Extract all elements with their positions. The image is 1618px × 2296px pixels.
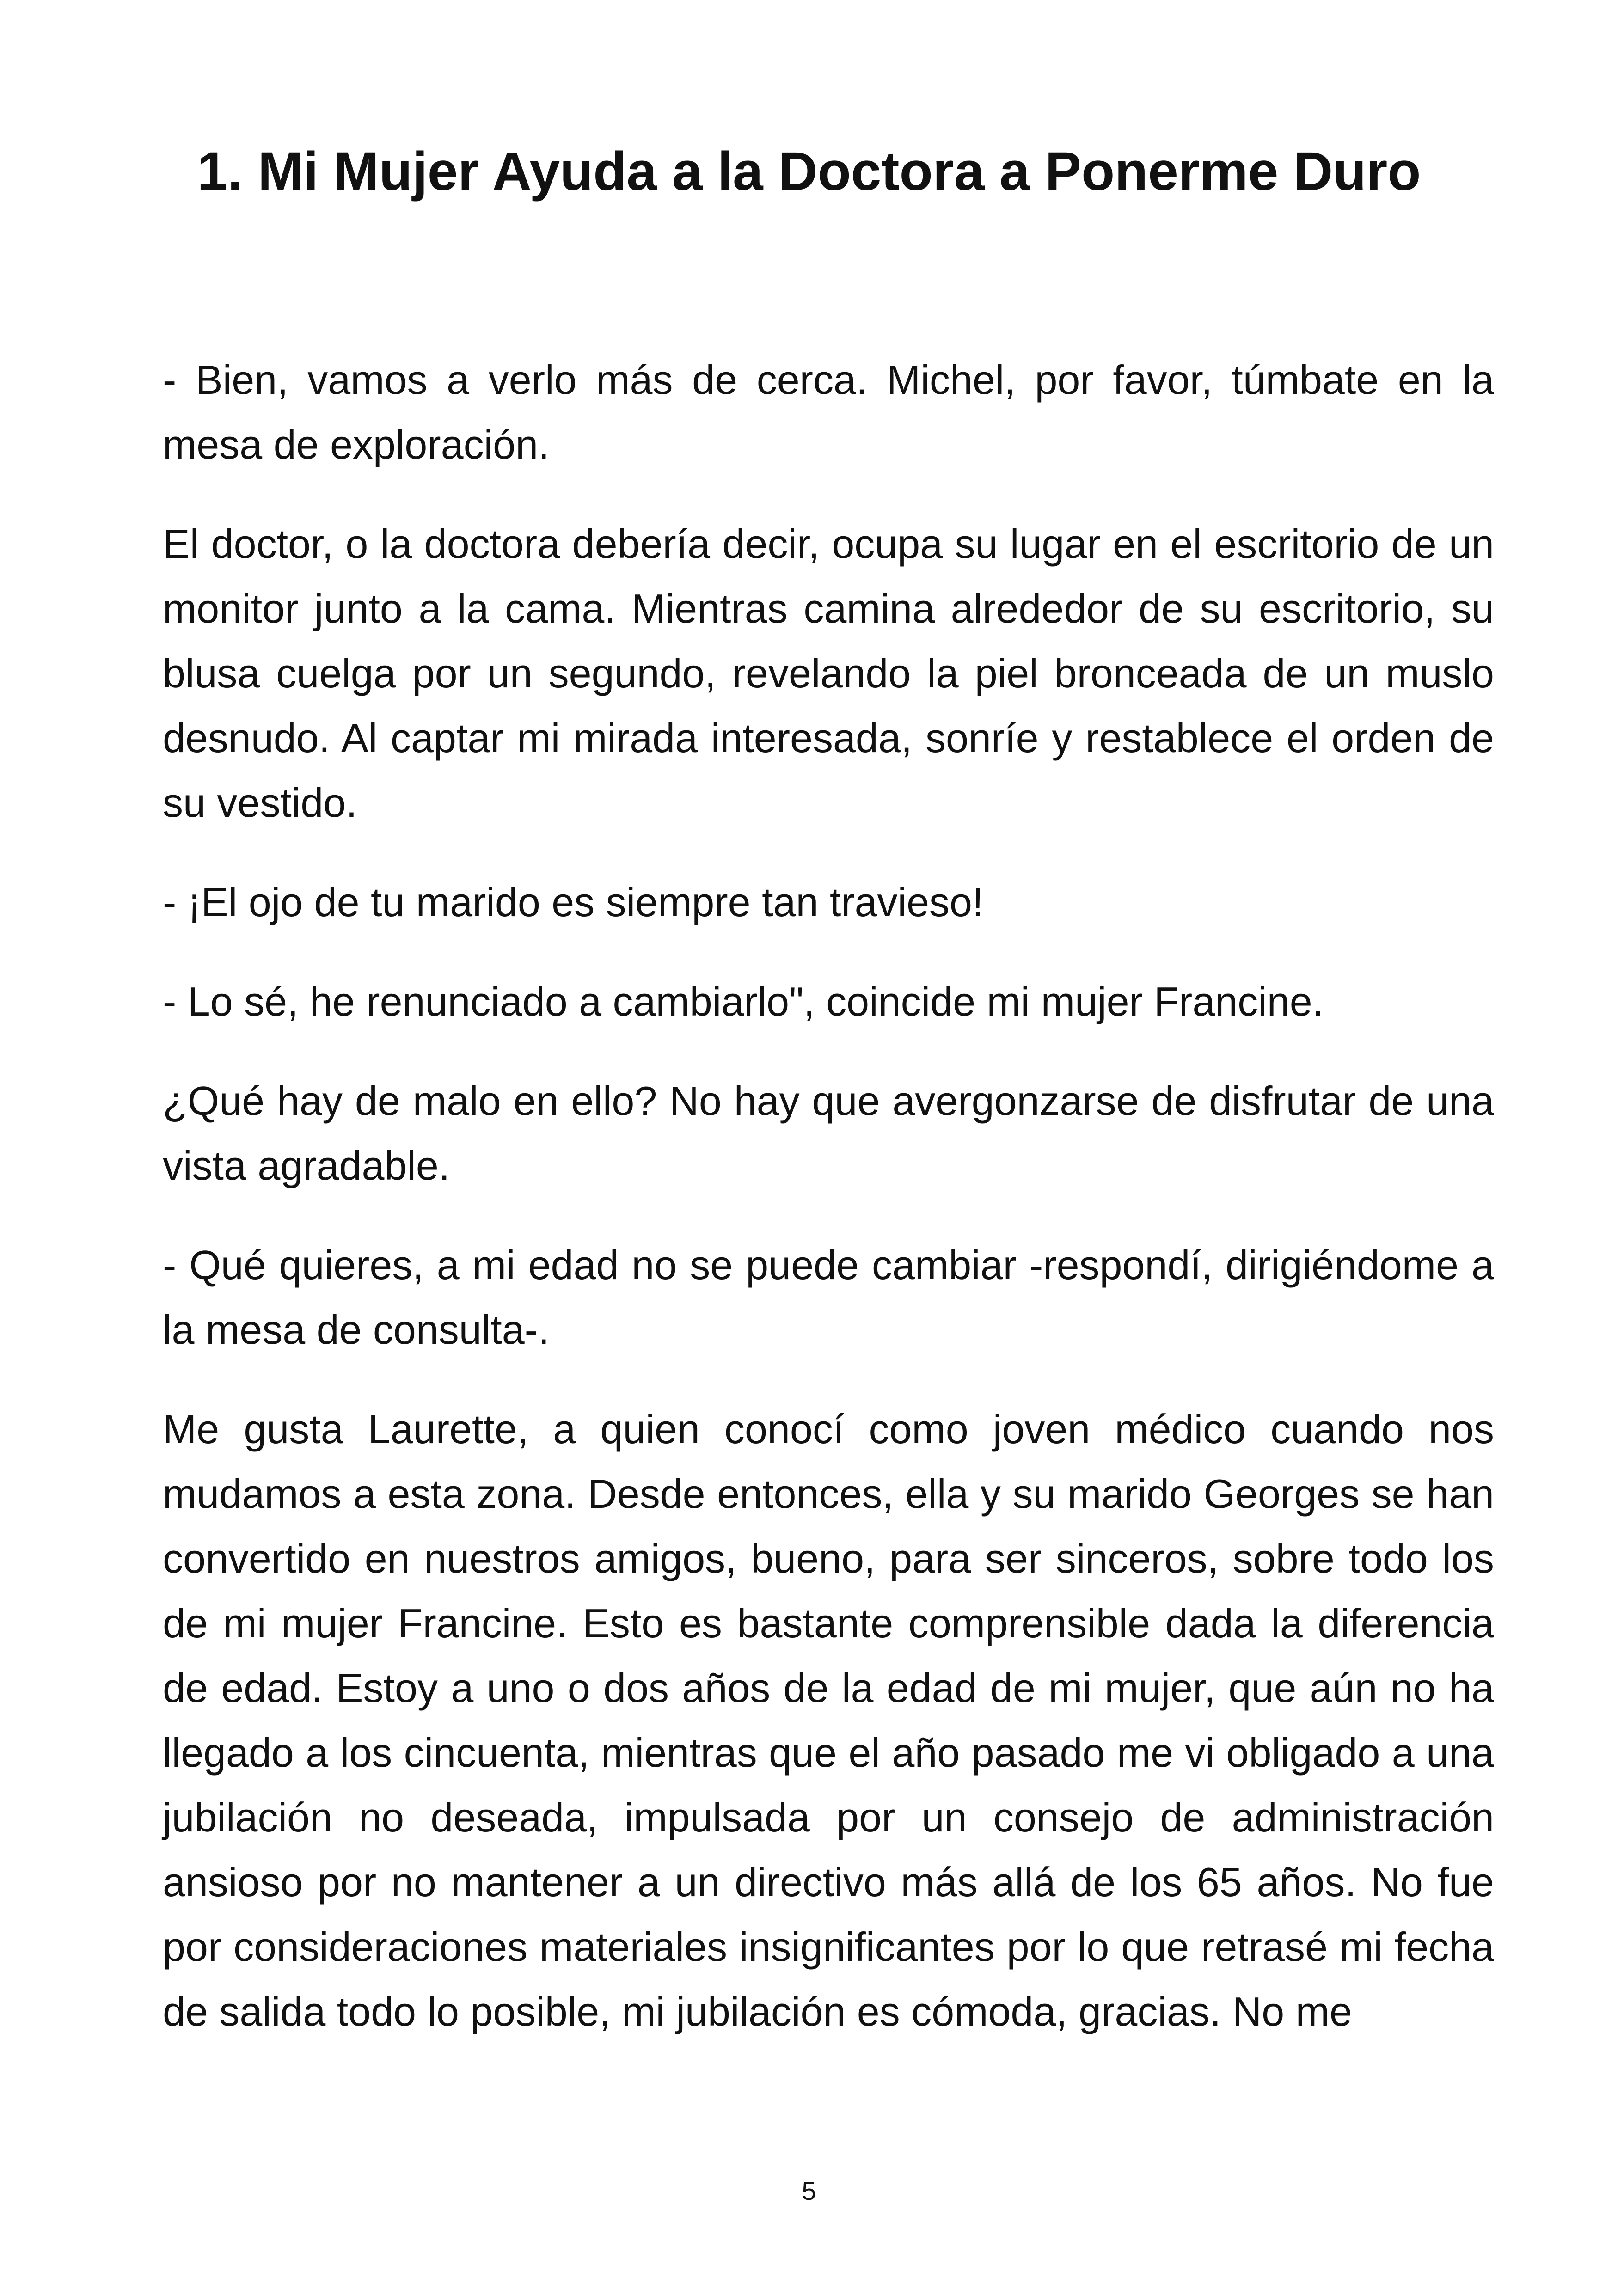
paragraph: Me gusta Laurette, a quien conocí como joven médico cuando nos mudamos a esta zona. Desde entonces, ella y su marido Georges se han convertido en nuestros amigos, bueno, para ser sinceros, sobre todo los de mi mujer Francine. Esto es bastante comprensible dada la diferencia de edad. Estoy a uno o dos años de la edad de mi mujer, que aún no ha llegado a los cincuenta, mientras que el año pasado me vi obligado a una jubilación no deseada, impulsada por un consejo de administración ansioso por no mantener a un directivo más allá de los 65 años. No fue por consideraciones materiales insignificantes por lo que retrasé mi fecha de salida todo lo posible, mi jubilación es cómoda, gracias. No me bbox=[163, 1406, 1494, 2034]
paragraph: - Bien, vamos a verlo más de cerca. Michel, por favor, túmbate en la mesa de exploración. bbox=[163, 357, 1494, 467]
page-number: 5 bbox=[802, 2176, 816, 2205]
paragraph: El doctor, o la doctora debería decir, ocupa su lugar en el escritorio de un monitor junto a la cama. Mientras camina alrededor de su escritorio, su blusa cuelga por un segundo, revelando la piel bronceada de un muslo desnudo. Al captar mi mirada interesada, sonríe y restablece el orden de su vestido. bbox=[163, 521, 1494, 826]
paragraph: - Qué quieres, a mi edad no se puede cambiar -respondí, dirigiéndome a la mesa de consulta-. bbox=[163, 1242, 1494, 1353]
chapter-title: 1. Mi Mujer Ayuda a la Doctora a Ponerme Duro bbox=[197, 141, 1421, 202]
paragraph: ¿Qué hay de malo en ello? No hay que avergonzarse de disfrutar de una vista agradable. bbox=[163, 1078, 1494, 1188]
paragraph: - Lo sé, he renunciado a cambiarlo", coincide mi mujer Francine. bbox=[163, 979, 1324, 1024]
paragraph: - ¡El ojo de tu marido es siempre tan travieso! bbox=[163, 879, 984, 925]
body-text bbox=[163, 348, 1494, 2079]
